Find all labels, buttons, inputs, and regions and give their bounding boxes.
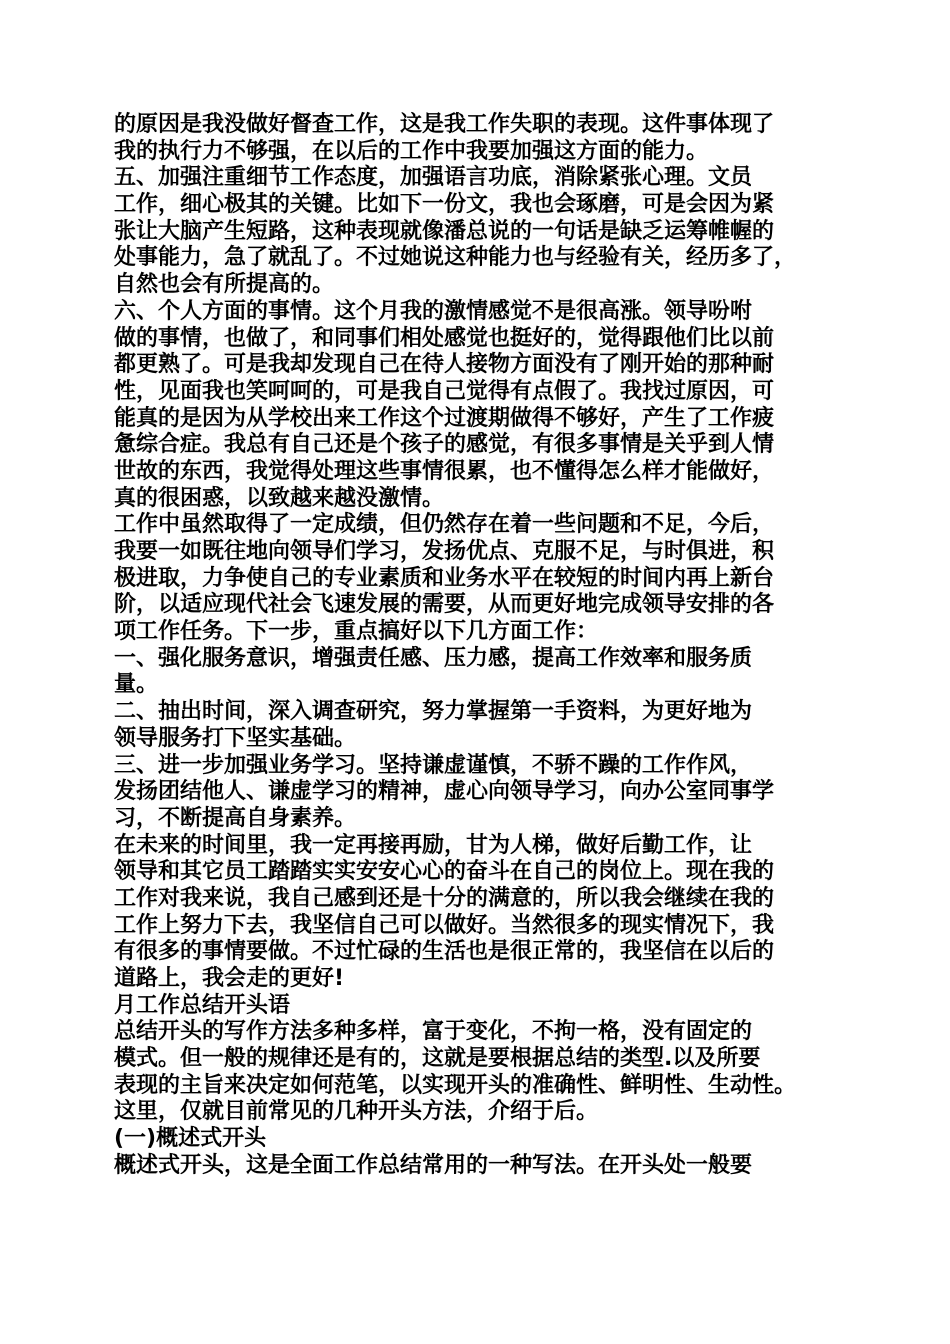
text-line: 阶，以适应现代社会飞速发展的需要，从而更好地完成领导安排的各 [114, 592, 775, 618]
text-line: 的原因是我没做好督查工作，这是我工作失职的表现。这件事体现了 [114, 112, 775, 137]
text-line: 工作，细心极其的关键。比如下一份文，我也会琢磨，可是会因为紧 [114, 192, 775, 218]
text-line: 二、抽出时间，深入调查研究，努力掌握第一手资料，为更好地为 [114, 699, 753, 725]
text-line: 极进取，力争使自己的专业素质和业务水平在较短的时间内再上新台 [114, 565, 775, 591]
text-line: 工作上努力下去，我坚信自己可以做好。当然很多的现实情况下，我 [114, 912, 775, 938]
text-line: 领导服务打下坚实基础。 [114, 725, 357, 751]
text-line: 概述式开头，这是全面工作总结常用的一种写法。在开头处一般要 [114, 1152, 753, 1178]
text-line: 我要一如既往地向领导们学习，发扬优点、克服不足，与时俱进，积 [114, 539, 775, 564]
text-line: 习，不断提高自身素养。 [114, 805, 357, 831]
document-body [114, 112, 854, 1180]
text-line: 道路上，我会走的更好! [114, 966, 345, 991]
text-line: 有很多的事情要做。不过忙碌的生活也是很正常的，我坚信在以后的 [114, 939, 775, 965]
text-line: 发扬团结他人、谦虚学习的精神，虚心向领导学习，向办公室同事学 [114, 779, 775, 805]
text-line: 能真的是因为从学校出来工作这个过渡期做得不够好，产生了工作疲 [114, 405, 775, 431]
text-line: 都更熟了。可是我却发现自己在待人接物方面没有了刚开始的那种耐 [114, 352, 775, 378]
text-line: 领导和其它员工踏踏实实安安心心的奋斗在自己的岗位上。现在我的 [114, 859, 775, 885]
section-heading: 月工作总结开头语 [114, 992, 291, 1018]
text-line: 工作中虽然取得了一定成绩，但仍然存在着一些问题和不足，今后， [114, 512, 775, 538]
text-line: 一、强化服务意识，增强责任感、压力感，提高工作效率和服务质 [114, 645, 753, 671]
text-line: 自然也会有所提高的。 [114, 272, 335, 298]
text-line: 我的执行力不够强，在以后的工作中我要加强这方面的能力。 [114, 138, 709, 164]
text-line: 工作对我来说，我自己感到还是十分的满意的，所以我会继续在我的 [114, 885, 775, 911]
text-line: 真的很困惑，以致越来越没激情。 [114, 485, 445, 511]
text-line: 模式。但一般的规律还是有的，这就是要根据总结的类型.以及所要 [114, 1046, 761, 1072]
text-line: 三、进一步加强业务学习。坚持谦虚谨慎，不骄不躁的工作作风， [114, 752, 753, 778]
text-line: 表现的主旨来决定如何范笔，以实现开头的准确性、鲜明性、生动性。 [114, 1072, 797, 1098]
text-line: 这里，仅就目前常见的几种开头方法，介绍于后。 [114, 1099, 599, 1125]
text-line: 处事能力，急了就乱了。不过她说这种能力也与经验有关，经历多了， [114, 245, 797, 271]
text-line: 量。 [114, 672, 159, 698]
subsection-heading: (一)概述式开头 [114, 1126, 267, 1152]
text-line: 性，见面我也笑呵呵的，可是我自己觉得有点假了。我找过原因，可 [114, 378, 775, 404]
text-line: 张让大脑产生短路，这种表现就像潘总说的一句话是缺乏运筹帷幄的 [114, 218, 775, 244]
text-line: 总结开头的写作方法多种多样，富于变化，不拘一格，没有固定的 [114, 1019, 753, 1045]
text-line: 做的事情，也做了，和同事们相处感觉也挺好的，觉得跟他们比以前 [114, 325, 775, 351]
text-line: 惫综合症。我总有自己还是个孩子的感觉，有很多事情是关乎到人情 [114, 432, 775, 458]
text-line: 项工作任务。下一步，重点搞好以下几方面工作： [114, 619, 599, 645]
text-line: 世故的东西，我觉得处理这些事情很累，也不懂得怎么样才能做好， [114, 458, 775, 484]
text-line: 五、加强注重细节工作态度，加强语言功底，消除紧张心理。文员 [114, 165, 753, 191]
text-line: 在未来的时间里，我一定再接再励，甘为人梯，做好后勤工作，让 [114, 832, 753, 858]
text-line: 六、个人方面的事情。这个月我的激情感觉不是很高涨。领导吩咐 [114, 298, 753, 324]
